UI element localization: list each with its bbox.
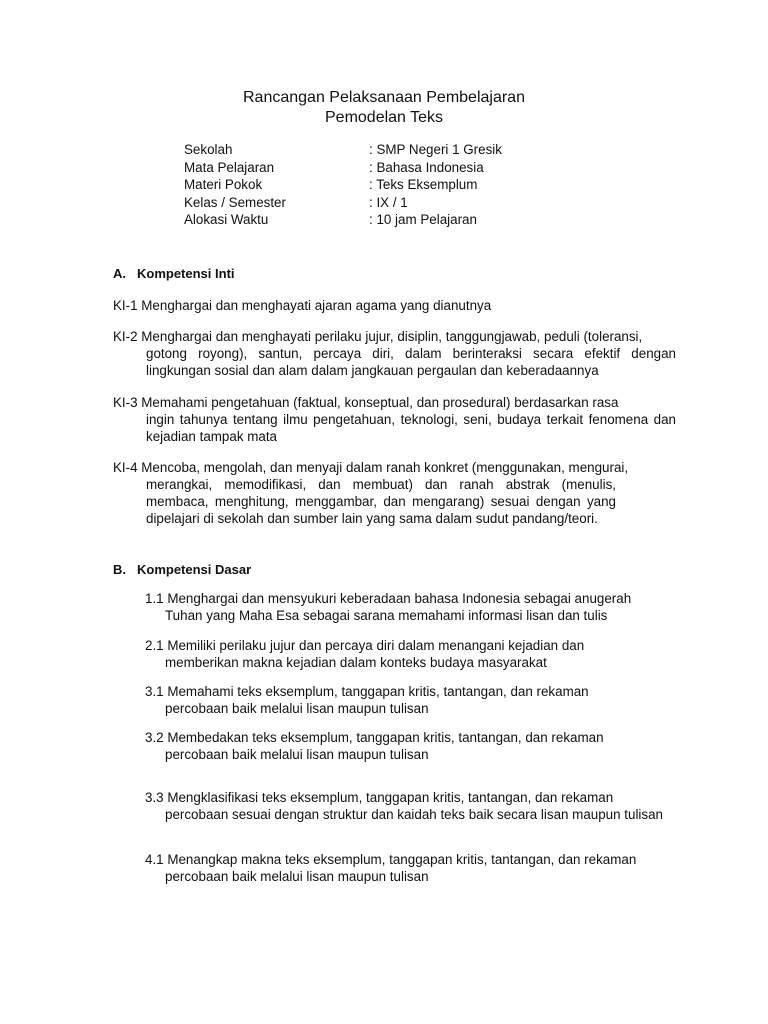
kd-text-continued: Tuhan yang Maha Esa sebagai sarana memahami informasi lisan dan tulis [165, 608, 608, 623]
identity-value: : Bahasa Indonesia [369, 159, 484, 175]
document-title: Rancangan Pelaksanaan Pembelajaran [243, 89, 525, 106]
kd-item-1-1 [145, 590, 665, 624]
kd-item-3-1 [145, 683, 665, 717]
identity-row-time [184, 211, 584, 229]
ki-item-4 [113, 459, 676, 527]
kd-text: 2.1 Memiliki perilaku jujur dan percaya diri dalam menangani kejadian dan [145, 638, 585, 653]
section-title: Kompetensi Inti [137, 266, 235, 281]
kd-text: 3.2 Membedakan teks eksemplum, tanggapan kritis, tantangan, dan rekaman [145, 730, 604, 745]
kd-text: 3.1 Memahami teks eksemplum, tanggapan kritis, tantangan, dan rekaman [145, 684, 589, 699]
ki-text: KI-1 Menghargai dan menghayati ajaran agama yang dianutnya [113, 298, 492, 313]
ki-item-1 [113, 297, 676, 314]
ki-text-continued: merangkai, memodifikasi, dan membuat) dan ranah abstrak (menulis, membaca, menghitung, menggambar, dan mengarang) sesuai dengan yang dipelajari di sekolah dan sumber lain yang sama dalam sudut pandang/teori. [146, 477, 616, 526]
section-a-heading [113, 265, 235, 282]
identity-value: : SMP Negeri 1 Gresik [369, 142, 502, 157]
ki-text: KI-3 Memahami pengetahuan (faktual, konseptual, dan prosedural) berdasarkan rasa [113, 395, 619, 410]
kd-text-continued: percobaan sesuai dengan struktur dan kaidah teks baik secara lisan maupun tulisan [165, 807, 663, 822]
identity-value: : IX / 1 [369, 194, 408, 210]
identity-label: Mata Pelajaran [184, 159, 275, 175]
section-letter: A. [113, 266, 126, 281]
ki-item-2 [113, 328, 676, 379]
kd-item-3-3 [145, 789, 665, 823]
kd-text: 4.1 Menangkap makna teks eksemplum, tanggapan kritis, tantangan, dan rekaman [145, 852, 637, 867]
identity-row-class [184, 194, 584, 212]
identity-value: : 10 jam Pelajaran [369, 212, 477, 227]
identity-label: Kelas / Semester [184, 194, 286, 210]
identity-value: : Teks Eksemplum [369, 177, 478, 192]
identity-row-school [184, 141, 584, 159]
kd-item-2-1 [145, 637, 665, 671]
section-b-heading [113, 561, 251, 578]
kd-text: 1.1 Menghargai dan mensyukuri keberadaan bahasa Indonesia sebagai anugerah [145, 591, 632, 606]
kd-item-3-2 [145, 729, 665, 763]
kd-text-continued: memberikan makna kejadian dalam konteks budaya masyarakat [165, 655, 547, 670]
ki-text-continued: ingin tahunya tentang ilmu pengetahuan, teknologi, seni, budaya terkait fenomena dan kejadian tampak mata [146, 412, 676, 444]
section-letter: B. [113, 562, 126, 577]
identity-label: Sekolah [184, 142, 233, 157]
ki-text: KI-4 Mencoba, mengolah, dan menyaji dalam ranah konkret (menggunakan, mengurai, [113, 460, 629, 475]
kd-text-continued: percobaan baik melalui lisan maupun tulisan [165, 701, 429, 716]
kd-text: 3.3 Mengklasifikasi teks eksemplum, tanggapan kritis, tantangan, dan rekaman [145, 790, 614, 805]
section-title: Kompetensi Dasar [137, 562, 252, 577]
identity-row-subject [184, 159, 584, 177]
kd-text-continued: percobaan baik melalui lisan maupun tulisan [165, 747, 429, 762]
ki-text-continued: gotong royong), santun, percaya diri, dalam berinteraksi secara efektif dengan lingkungan sosial dan alam dalam jangkauan pergaulan dan keberadaannya [146, 346, 676, 378]
identity-label: Alokasi Waktu [184, 212, 269, 227]
identity-label: Materi Pokok [184, 177, 263, 192]
kd-text-continued: percobaan baik melalui lisan maupun tulisan [165, 869, 429, 884]
ki-item-3 [113, 394, 676, 445]
document-subtitle: Pemodelan Teks [325, 109, 443, 126]
identity-row-material [184, 176, 584, 194]
identity-table [184, 141, 584, 229]
ki-text: KI-2 Menghargai dan menghayati perilaku jujur, disiplin, tanggungjawab, peduli (toleransi, [113, 329, 643, 344]
kd-item-4-1 [145, 851, 665, 885]
